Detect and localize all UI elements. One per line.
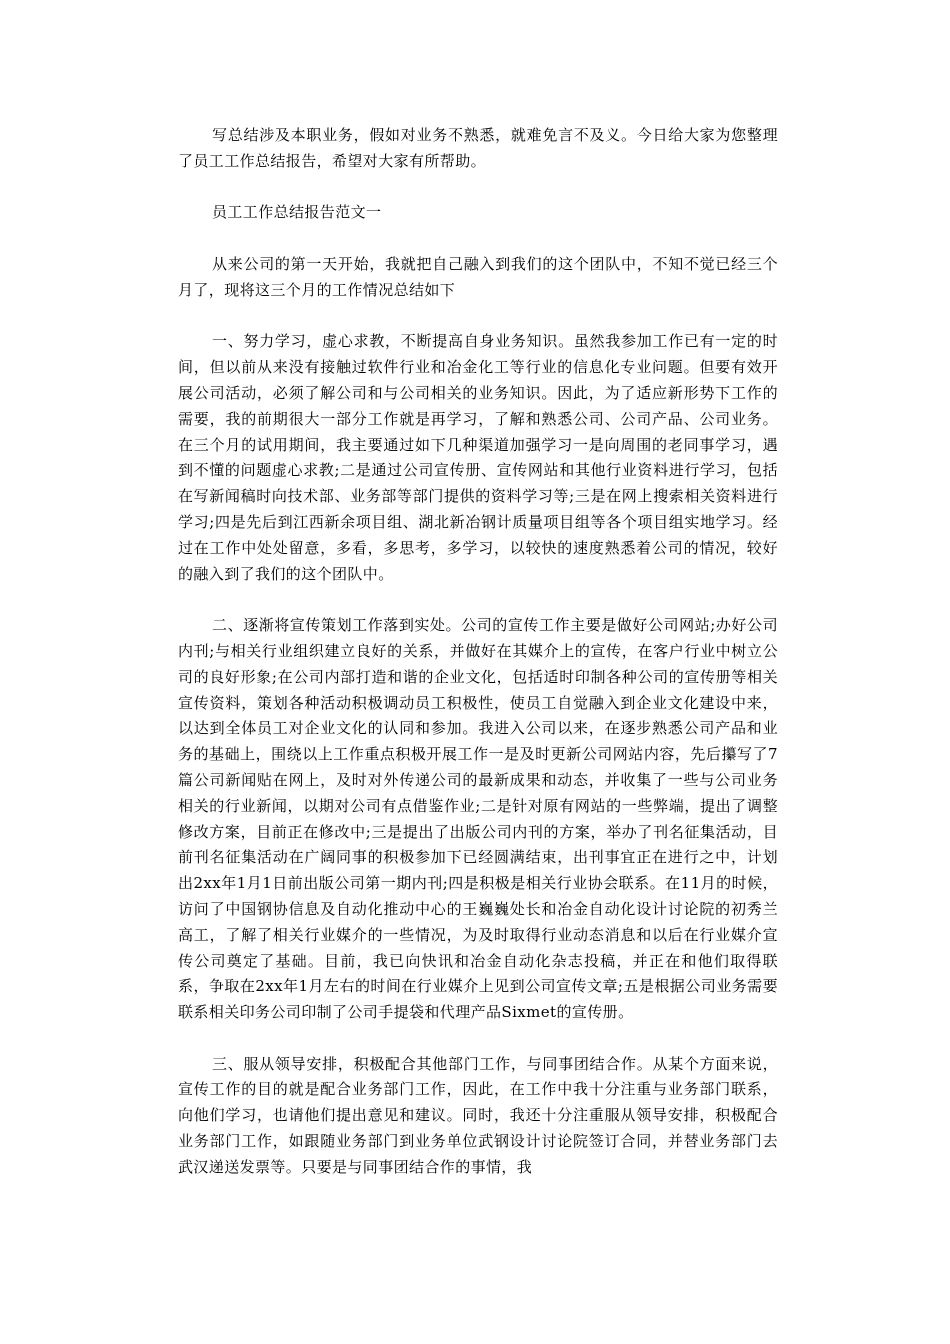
paragraph-point-two: 二、逐渐将宣传策划工作落到实处。公司的宣传工作主要是做好公司网站;办好公司内刊;与相关行业组织建立良好的关系，并做好在其媒介上的宣传，在客户行业中树立公司的良好形象;在公司内部打造和谐的企业文化，包括适时印制各种公司的宣传册等相关宣传资料，策划各种活动积极调动员工积极性，使员工自觉融入到企业文化建设中来，以达到全体员工对企业文化的认同和参加。我进入公司以来，在逐步熟悉公司产品和业务的基础上，围绕以上工作重点积极开展工作一是及时更新公司网站内容，先后攥写了7篇公司新闻贴在网上，及时对外传递公司的最新成果和动态，并收集了一些与公司业务相关的行业新闻，以期对公司有点借鉴作业;二是针对原有网站的一些弊端，提出了调整修改方案，目前正在修改中;三是提出了出版公司内刊的方案，举办了刊名征集活动，目前刊名征集活动在广阔同事的积极参加下已经圆满结束，出刊事宜正在进行之中，计划出2xx年1月1日前出版公司第一期内刊;四是积极是相关行业协会联系。在11月的时候，访问了中国钢协信息及自动化推动中心的王巍巍处长和冶金自动化设计讨论院的初秀兰高工，了解了相关行业媒介的一些情况，为及时取得行业动态消息和以后在行业媒介宣传公司奠定了基础。目前，我已向快讯和冶金自动化杂志投稿，并正在和他们取得联系，争取在2xx年1月左右的时间在行业媒介上见到公司宣传文章;五是根据公司业务需要联系相关印务公司印制了公司手提袋和代理产品Sixmet的宣传册。 — [178, 616, 778, 1022]
paragraph-point-three: 三、服从领导安排，积极配合其他部门工作，与同事团结合作。从某个方面来说，宣传工作的目的就是配合业务部门工作，因此，在工作中我十分注重与业务部门联系，向他们学习，也请他们提出意见和建议。同时，我还十分注重服从领导安排，积极配合业务部门工作，如跟随业务部门到业务单位武钢设计讨论院签订合同，并替业务部门去武汉递送发票等。只要是与同事团结合作的事情，我 — [178, 1054, 778, 1176]
paragraph-point-one: 一、努力学习，虚心求教，不断提高自身业务知识。虽然我参加工作已有一定的时间，但以前从来没有接触过软件行业和冶金化工等行业的信息化专业问题。但要有效开展公司活动，必须了解公司和与公司相关的业务知识。因此，为了适应新形势下工作的需要，我的前期很大一部分工作就是再学习，了解和熟悉公司、公司产品、公司业务。在三个月的试用期间，我主要通过如下几种渠道加强学习一是向周围的老同事学习，遇到不懂的问题虚心求教;二是通过公司宣传册、宣传网站和其他行业资料进行学习，包括在写新闻稿时向技术部、业务部等部门提供的资料学习等;三是在网上搜索相关资料进行学习;四是先后到江西新余项目组、湖北新冶钢计质量项目组等各个项目组实地学习。经过在工作中处处留意，多看，多思考，多学习，以较快的速度熟悉着公司的情况，较好的融入到了我们的这个团队中。 — [178, 332, 778, 583]
intro-paragraph: 写总结涉及本职业务，假如对业务不熟悉，就难免言不及义。今日给大家为您整理了员工工作总结报告，希望对大家有所帮助。 — [178, 126, 778, 170]
section-title: 员工工作总结报告范文一 — [212, 203, 382, 222]
paragraph-opening: 从来公司的第一天开始，我就把自己融入到我们的这个团队中，不知不觉已经三个月了，现将这三个月的工作情况总结如下 — [178, 254, 778, 299]
document-body — [178, 123, 778, 1206]
